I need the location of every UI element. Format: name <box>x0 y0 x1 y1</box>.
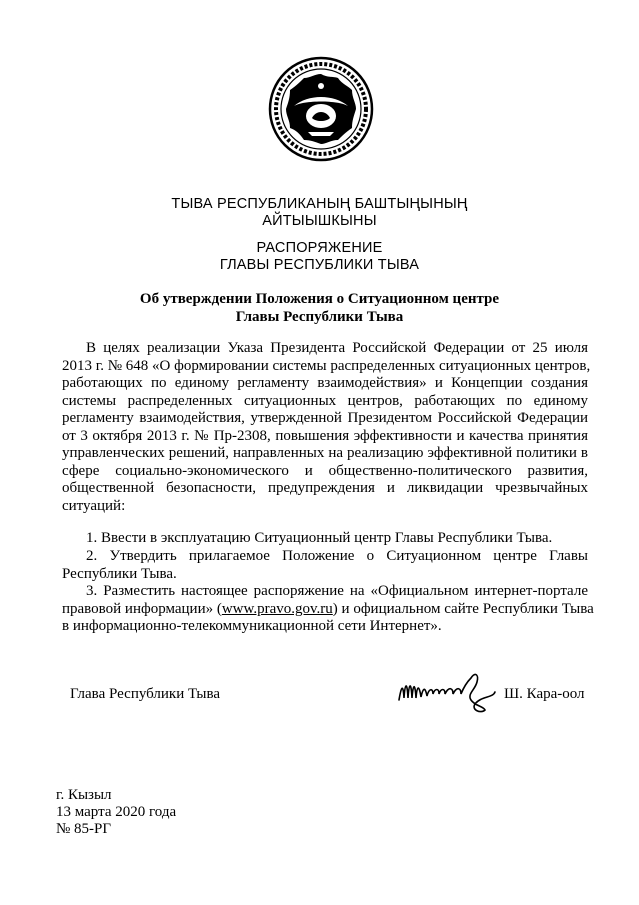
item-3-line <box>62 600 594 619</box>
preamble-line: общественной безопасности, предупреждения и ликвидации чрезвычайных <box>62 480 588 496</box>
preamble-line: сфере социально-экономического и общественно-политического развития, <box>62 462 588 479</box>
issue-date: 13 марта 2020 года <box>56 804 177 820</box>
item-1: 1. Ввести в эксплуатацию Ситуационный центр Главы Республики Тыва. <box>86 530 553 546</box>
preamble-line: ситуаций: <box>62 497 126 514</box>
item-3-text: правовой информации» ( <box>62 600 222 617</box>
handwritten-signature <box>395 670 515 715</box>
preamble-line: от 3 октября 2013 г. № Пр-2308, повышения эффективности и качества принятия <box>62 427 588 444</box>
preamble-paragraph <box>62 340 591 515</box>
item-2-line: 2. Утвердить прилагаемое Положение о Ситуационном центре Главы <box>86 548 588 564</box>
signatory-name: Ш. Кара-оол <box>504 686 585 702</box>
doc-type-line1: РАСПОРЯЖЕНИЕ <box>256 240 383 256</box>
item-3-text: ) и официальном сайте Республики Тыва <box>332 600 594 617</box>
preamble-line: системы распределенных ситуационных центров, работающих по единому <box>62 392 588 409</box>
document-title-line1: Об утверждении Положения о Ситуационном центре <box>139 291 500 307</box>
doc-type-line2: ГЛАВЫ РЕСПУБЛИКИ ТЫВА <box>219 257 420 273</box>
preamble-line: В целях реализации Указа Президента Российской Федерации от 25 июля <box>86 340 588 356</box>
item-3-line: в информационно-телекоммуникационной сети Интернет». <box>62 618 442 634</box>
pravo-gov-link[interactable]: www.pravo.gov.ru <box>221 600 333 617</box>
preamble-line: регламенту взаимодействия, утвержденной Президентом Российской Федерации <box>62 410 588 426</box>
org-name-line1: ТЫВА РЕСПУБЛИКАНЫҢ БАШТЫҢЫНЫҢ <box>171 196 468 212</box>
signatory-position: Глава Республики Тыва <box>70 686 221 702</box>
org-name-line2: АЙТЫЫШКЫНЫ <box>262 213 377 229</box>
republic-emblem-icon <box>268 56 374 162</box>
item-3 <box>62 583 594 636</box>
preamble-line: 2013 г. № 648 «О формировании системы распределенных ситуационных центров, <box>62 357 591 374</box>
item-2-line: Республики Тыва. <box>62 565 177 582</box>
preamble-line: работающих по единому регламенту взаимодействия» и Концепции создания <box>62 375 588 391</box>
issue-city: г. Кызыл <box>56 787 112 803</box>
document-number: № 85-РГ <box>56 821 112 837</box>
preamble-line: управленческих решений, направленных на реализацию эффективной политики в <box>62 445 588 461</box>
item-2 <box>62 548 588 583</box>
item-3-line: 3. Разместить настоящее распоряжение на «Официальном интернет-портале <box>86 583 588 599</box>
document-title-line2: Главы Республики Тыва <box>235 309 404 325</box>
